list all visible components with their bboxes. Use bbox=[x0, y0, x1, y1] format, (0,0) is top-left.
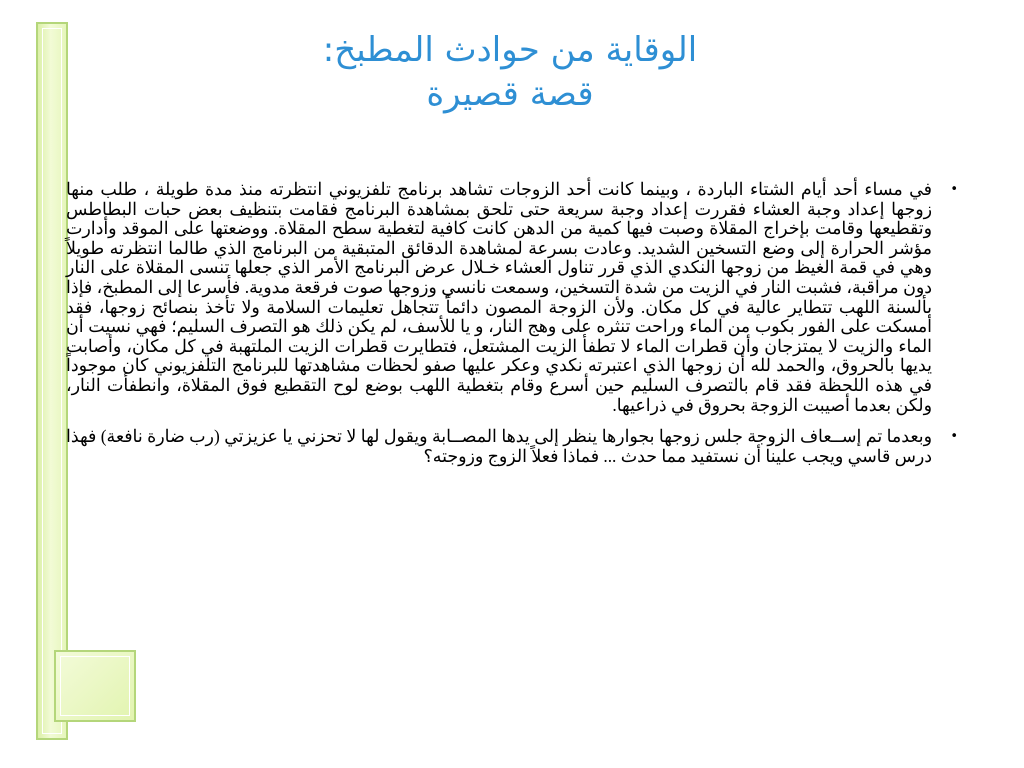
title-line-2: قصة قصيرة bbox=[426, 74, 594, 114]
paragraph-text: في مساء أحد أيام الشتاء الباردة ، وبينما كانت أحد الزوجات تشاهد برنامج تلفزيوني انتظرته منذ مدة طويلة ، طلب منها زوجها إعداد وجبة العشاء فقررت إعداد وجبة سريعة حتى تلحق بمشاهدة البرنامج فقامت بتنظيف بعض حبات البطاطس وتقطيعها وقامت بإخراج المقلاة وصبت فيها كمية من الدهن كانت كافية لتغطية سطح المقلاة. ووضعتها على الموقد وأدارت مؤشر الحرارة إلى وضع التسخين الشديد. وعادت بسرعة لمشاهدة الدقائق المتبقية من البرنامج الذي طالما انتظرته طويلاً وهي في قمة الغيظ من زوجها النكدي الذي قرر تناول العشاء خـلال عرض البرنامج الأمر الذي جعلها تنسى المقلاة على النار دون مراقبة، فشبت النار في الزيت من شدة التسخين، وسمعت نانسي وزوجها صوت فرقعة مدوية. فأسرعا إلى المطبخ، فإذا بألسنة اللهب تتطاير عالية في كل مكان. ولأن الزوجة المصون دائماً تتجاهل تعليمات السلامة ولا تأخذ بنصائح زوجها، فقد أمسكت على الفور بكوب من الماء وراحت تنثره على وهج النار، و يا للأسف، لم يكن ذلك هو التصرف السليم؛ فهي نسيت أن الماء والزيت لا يمتزجان وأن قطرات الماء لا تطفأ الزيت المشتعل، فتطايرت قطرات الزيت الملتهبة في كل مكان، وأصابت يديها بالحروق، والحمد لله أن زوجها الذي اعتبرته نكدي وعكر عليها صفو لحظات مشاهدتها للبرنامج التلفزيوني كان موجوداً في هذه اللحظة فقد قام بالتصرف السليم حين أسرع وقام بتغطية اللهب بوضع لوح التقطيع فوق المقلاة، وانطفأت النار، ولكن بعدما أصيبت الزوجة بحروق في ذراعيها. bbox=[66, 179, 932, 415]
bullet-paragraph-2 bbox=[66, 427, 958, 466]
slide-title bbox=[160, 28, 860, 116]
decorative-square bbox=[54, 650, 136, 722]
paragraph-text: وبعدما تم إســعاف الزوجة جلس زوجها بجوارها ينظر إلى يدها المصــابة ويقول لها لا تحزني يا عزيزتي (رب ضارة نافعة) فهذا درس قاسي ويجب علينا أن نستفيد مما حدث ... فماذا فعلاً الزوج وزوجته؟ bbox=[66, 426, 932, 466]
bullet-icon: • bbox=[950, 429, 958, 445]
slide-body bbox=[66, 180, 958, 478]
decorative-vertical-bar bbox=[36, 22, 68, 740]
bullet-paragraph-1 bbox=[66, 180, 958, 415]
title-line-1: الوقاية من حوادث المطبخ: bbox=[322, 30, 698, 70]
bullet-icon: • bbox=[950, 182, 958, 197]
